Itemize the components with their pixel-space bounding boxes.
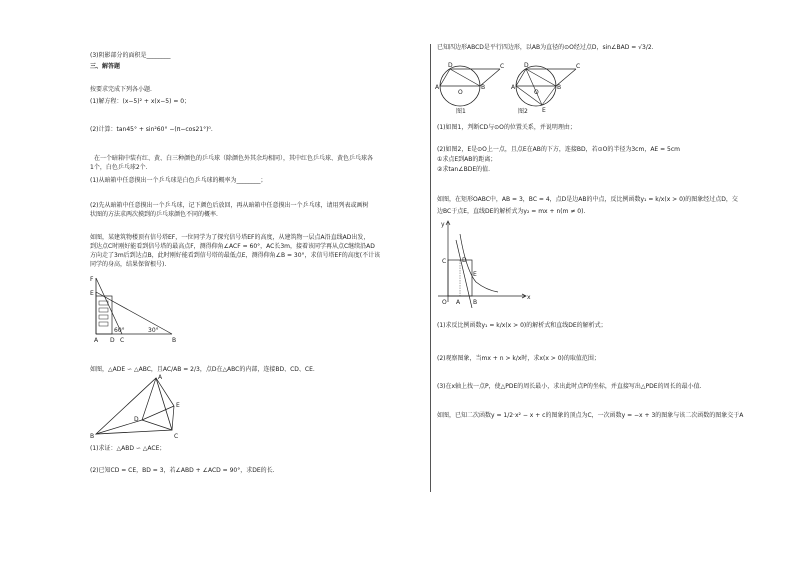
label-C: C	[576, 63, 581, 70]
label-O: O	[534, 89, 539, 96]
angle-30-label: 30°	[148, 327, 159, 334]
label-D: D	[448, 62, 453, 69]
q6-line1: 如图，在矩形OABC中，AB = 3，BC = 4，点D是边AB的中点，反比例函数y₁ = k/x(x > 0)的图象经过点D，交	[437, 196, 738, 203]
q1-intro: 按要求完成下列各小题.	[90, 86, 152, 93]
figure-coordinate-rectangle	[434, 218, 534, 308]
label-B: B	[90, 433, 95, 440]
label-F: F	[90, 276, 94, 283]
q6-part2: (2)观察图象，当mx + n > k/x时，求x(x > 0)的取值范围；	[437, 355, 600, 362]
q6-part1: (1)求反比例函数y₁ = k/x(x > 0)的解析式和直线DE的解析式；	[437, 322, 607, 329]
q2-line1: 在一个暗箱中装有红、黄、白三种颜色的乒乓球（除颜色外其余均相同），其中红色乒乓球、黄色乒乓球各	[94, 155, 374, 162]
caption-fig1: 图1	[456, 108, 466, 114]
q5-part2b: ②求tan∠BDE的值.	[437, 166, 491, 173]
axis-label-x: x	[527, 294, 531, 301]
q2-line2: 1个，白色乒乓球2个.	[90, 164, 148, 171]
label-A: A	[511, 84, 516, 91]
label-A: A	[94, 337, 99, 344]
q3-line3: 方向走了3m后到达点B，此时刚好能看到信号塔的最低点E，测得仰角∠B = 30°，求信号塔EF的高度(不计该	[90, 252, 381, 259]
label-C: C	[500, 63, 505, 70]
q1-part1: (1)解方程：(x−5)² + x(x−5) = 0；	[90, 98, 191, 105]
label-C: C	[174, 433, 179, 440]
label-C: C	[120, 337, 125, 344]
label-A: A	[158, 374, 163, 381]
q5-part1: (1)如图1，判断CD与⊙O的位置关系，并说明理由；	[437, 124, 576, 131]
q5-part2: (2)如图2，E是⊙O上一点，且点E在AB的下方，连接BD，若⊙O的半径为3cm，AE = 5cm	[437, 146, 681, 153]
q2-part2-line2: 状图的方法求两次摸到的乒乓球颜色不同的概率.	[90, 211, 218, 218]
label-B: B	[481, 84, 486, 91]
q5-part2a: ①求点E到AB的距离；	[437, 156, 497, 163]
q4-line1: 如图，△ADE ∽ △ABC，且AC/AB = 2/3，点D在△ABC的内部，连接BD、CD、CE.	[90, 366, 315, 373]
caption-fig2: 图2	[518, 108, 528, 114]
label-D: D	[462, 257, 467, 264]
label-B: B	[172, 337, 177, 344]
label-D: D	[524, 62, 529, 69]
q3-line2: 到达点C时刚好能看到信号塔的最高点F，测得仰角∠ACF = 60°，AC长3m，接着该同学再从点C继续沿AD	[90, 243, 375, 250]
q2-part2-line1: (2)先从暗箱中任意摸出一个乒乓球，记下颜色后放回，再从暗箱中任意摸出一个乒乓球，请用列表或画树	[90, 202, 369, 209]
q7-line1: 如图，已知二次函数y = 1/2·x² − x + c的图象的顶点为C，一次函数y = −x + 3的图象与该二次函数的图象交于A	[437, 412, 744, 419]
column-divider	[430, 44, 431, 492]
label-D: D	[134, 416, 139, 423]
q3-line1: 如图，某建筑物楼顶有信号塔EF，一位同学为了探究信号塔EF的高度，从建筑物一层点A沿直线AD出发，	[90, 234, 370, 241]
label-O: O	[458, 89, 463, 96]
question-shaded-area: (3)阴影部分的面积是________	[90, 52, 171, 59]
label-E: E	[90, 290, 94, 297]
figure-building-tower	[86, 272, 186, 344]
label-A: A	[435, 84, 440, 91]
q1-part2: (2)计算：tan45° + sin²60° −(π−cos21°)⁰.	[90, 126, 213, 133]
q6-part3: (3)在x轴上找一点P，使△PDE的周长最小，求出此时点P的坐标，并直接写出△PDE的周长的最小值.	[437, 383, 702, 390]
axis-label-y: y	[441, 221, 445, 228]
section-title: 三、解答题	[90, 63, 121, 70]
q2-part1: (1)从暗箱中任意摸出一个乒乓球是白色乒乓球的概率为________；	[90, 177, 267, 184]
figure-circle-parallelogram-2	[510, 58, 582, 114]
q5-line1: 已知四边形ABCD是平行四边形，以AB为直径的⊙O经过点D，sin∠BAD = √3/2.	[437, 44, 654, 51]
figure-similar-triangles	[86, 374, 186, 442]
label-A: A	[456, 299, 461, 306]
label-B: B	[557, 84, 562, 91]
label-B: B	[473, 299, 478, 306]
label-E: E	[176, 402, 180, 409]
label-E: E	[473, 271, 477, 278]
label-O: O	[442, 299, 447, 306]
q6-line2: 边BC于点E，直线DE的解析式为y₂ = mx + n(m ≠ 0).	[437, 208, 586, 215]
angle-60-label: 60°	[114, 327, 125, 334]
label-D: D	[110, 337, 115, 344]
label-C: C	[442, 258, 447, 265]
q4-part1: (1)求证：△ABD ∽ △ACE；	[90, 445, 166, 452]
figure-circle-parallelogram-1	[434, 58, 506, 114]
q3-line4: 同学的身高，结果保留根号).	[90, 261, 167, 268]
label-E: E	[542, 107, 546, 114]
q4-part2: (2)已知CD = CE，BD = 3，若∠ABD + ∠ACD = 90°，求DE的长.	[90, 467, 275, 474]
